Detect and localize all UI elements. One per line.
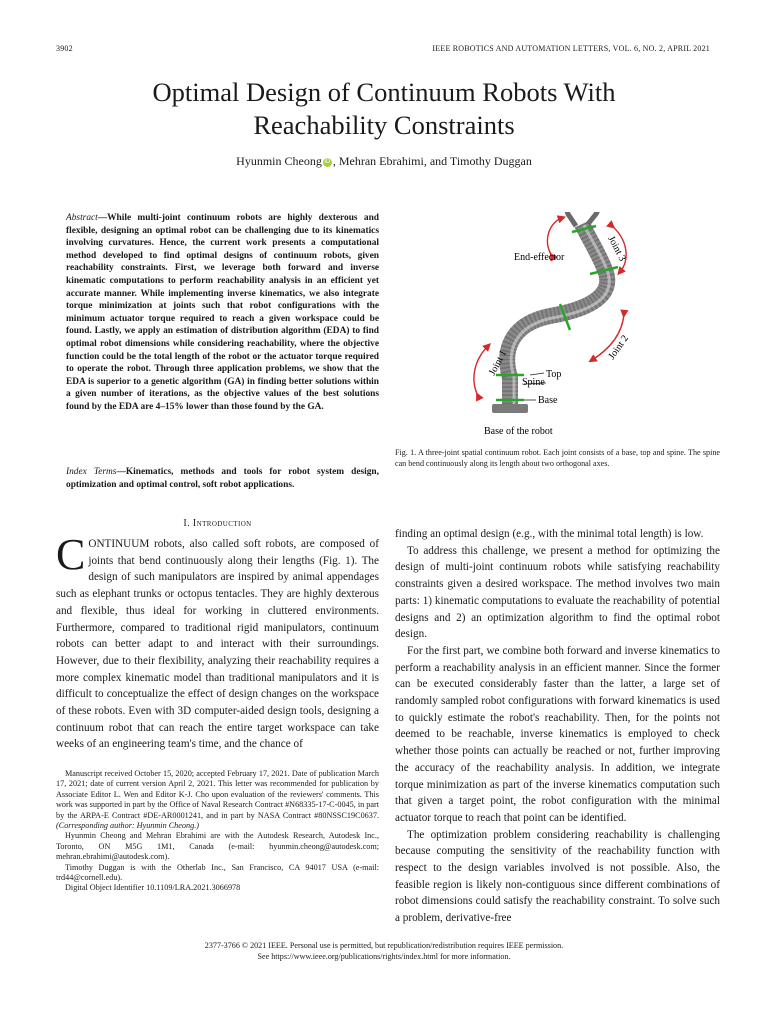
index-terms-text: —Kinematics, methods and tools for robot system design, optimization and optimal control, soft robot applications.: [66, 467, 379, 490]
leader-top: [530, 373, 544, 375]
intro-paragraph-3: For the first part, we combine both forward and inverse kinematics to perform a reachability analysis in an efficient manner. Since the former can be executed considerably faster than the latter, a large set of randomly sampled robot configurations with forward kinematics is used to quickly estimate the robot's reachability. Then, for the points not deemed to be reachable, inverse kinematics is employed to check whether those points can actually be reached or not, further improving the accuracy of the reachability analysis. In addition, we integrate torque minimization as part of the inverse kinematics computation such that given a target point, the robot configuration with the minimal actuator torque to reach that point can be identified.: [395, 644, 720, 824]
paper-title: [40, 76, 728, 142]
arrow-joint1: [474, 346, 488, 396]
label-spine: Spine: [522, 377, 545, 388]
label-base: Base: [538, 395, 558, 406]
gripper-right: [588, 212, 599, 224]
copyright-notice: [40, 941, 728, 962]
label-joint2: Joint 2: [606, 333, 631, 362]
abstract-text: —While multi-joint continuum robots are highly dexterous and flexible, designing an optimal robot can be challenging due to its kinematics involving curvatures. Hence, the current work presents a computational method developed to find optimal designs of continuum robots, given reachability constraints. First, we leverage both forward and inverse kinematic computations to perform reachability analysis in an efficient yet accurate manner. While implementing inverse kinematics, we also integrate torque minimization at joints such that robot configurations with the minimum actuator torque required to reach a given workspace could be found. Lastly, we apply an estimation of distribution algorithm (EDA) to find optimal robot dimensions while considering reachability, where the objective function could be the total length of the robot or the actuator torque required to operate the robot. Through three application problems, we show that the EDA is superior to a genetic algorithm (GA) in finding better solutions within a given number of iterations, as the objective values of the best solutions found by the EDA are 4–15% lower than those found by the GA.: [66, 213, 379, 412]
orcid-icon[interactable]: iD: [324, 159, 331, 165]
intro-left-column: [56, 530, 379, 753]
index-terms-lead: Index Terms: [66, 467, 117, 477]
author-list: [40, 154, 728, 169]
footnote-doi: Digital Object Identifier 10.1109/LRA.2021.3066978: [65, 883, 241, 893]
title-line-2: Reachability Constraints: [253, 110, 515, 140]
footnote-corresponding: (Corresponding author: Hyunmin Cheong.): [56, 821, 199, 831]
section-heading: [56, 518, 379, 529]
footnote-affiliation-1: Hyunmin Cheong and Mehran Ebrahimi are with the Autodesk Research, Autodesk Inc., Toronto, ON M5G 1M1, Canada (e-mail: hyunmin.cheong@autodesk.com; mehran.ebrahimi@autodesk.com).: [56, 831, 379, 862]
intro-p1-continued: finding an optimal design (e.g., with the minimal total length) is low.: [395, 528, 704, 540]
label-joint3: Joint 3: [605, 234, 628, 264]
copyright-line-1: 2377-3766 © 2021 IEEE. Personal use is permitted, but republication/redistribution requires IEEE permission.: [204, 941, 564, 950]
robot-illustration: [400, 212, 720, 442]
title-line-1: Optimal Design of Continuum Robots With: [152, 77, 616, 107]
intro-right-column: [395, 526, 720, 927]
page-number: 3902: [56, 44, 73, 53]
abstract-lead: Abstract: [66, 213, 98, 223]
journal-header: IEEE ROBOTICS AND AUTOMATION LETTERS, VOL. 6, NO. 2, APRIL 2021: [432, 44, 710, 53]
intro-paragraph-4: The optimization problem considering reachability is challenging because computing the sensitivity of the reachability function with respect to the design variables involved is not possible. Also, the feasible region is likely non-contiguous since different combinations of robot dimensions could satisfy the reachability constraint. To solve such a problem, derivative-free: [395, 828, 720, 925]
arrow-end-effector: [547, 218, 562, 256]
index-terms: [66, 466, 379, 491]
base-plate: [492, 404, 528, 413]
label-joint1: Joint 1: [486, 348, 510, 378]
figure-caption: Fig. 1. A three-joint spatial continuum robot. Each joint consists of a base, top and spine. The spine can bend continuously along its length about two orthogonal axes.: [395, 448, 720, 468]
footnote-affiliation-2: Timothy Duggan is with the Otherlab Inc., San Francisco, CA 94017 USA (e-mail: trd44@cornell.edu).: [56, 862, 379, 883]
intro-paragraph-2: To address this challenge, we present a method for optimizing the design of multi-joint continuum robots while satisfying reachability constraints given a desired workspace. The method involves two main parts: 1) kinematic computations to evaluate the reachability of potential designs and 2) an optimization algorithm to find the optimal robot design.: [395, 544, 720, 641]
dropcap: C: [56, 530, 86, 579]
author-rest: , Mehran Ebrahimi, and Timothy Duggan: [332, 154, 532, 168]
abstract: [66, 212, 379, 414]
gripper-left: [566, 212, 576, 226]
label-base-of-robot: Base of the robot: [484, 426, 553, 437]
author-first: Hyunmin Cheong: [236, 154, 322, 168]
footnotes: [56, 769, 379, 894]
figure-1: [400, 212, 720, 442]
intro-p1-text: ONTINUUM robots, also called soft robots, are composed of joints that bend continuously along their lengths (Fig. 1). The design of such manipulators are inspired by animal appendages such as elephant trunks or octopus tentacles. They are highly dexterous and flexible, thus ideal for working in cluttered environments. Furthermore, compared to traditional rigid manipulators, continuum robots can better adapt to and interact with their surroundings. However, due to their flexibility, analyzing their reachability requires a more complex kinematic model than traditional manipulators and it is difficult to conceptualize the effect of design changes on the workspace of these robots. Even with 3D computer-aided design tools, designing a continuum robot that can reach the entire target workspace can take weeks of an engineering team's time, and the chance of: [56, 538, 379, 751]
footnote-received: Manuscript received October 15, 2020; accepted February 17, 2021. Date of publication March 17, 2021; date of current version April 2, 2021. This letter was recommended for publication by Associate Editor L. Wen and Editor K-J. Cho upon evaluation of the reviewers' comments. This work was supported in part by the Office of Naval Research Contract #N68335-17-C-0045, in part by the ARPA-E Contract #DE-AR0001241, and in part by NASA Contract #80NSSC19C0637. (Corresponding author: Hyunmin Cheong.): [56, 769, 379, 831]
label-top: Top: [546, 369, 562, 380]
intro-paragraph-1: [56, 530, 379, 753]
section-title: Introduction: [192, 518, 252, 529]
label-end-effector: End-effector: [514, 252, 565, 263]
section-numeral: I.: [183, 518, 193, 529]
copyright-line-2[interactable]: See https://www.ieee.org/publications/rights/index.html for more information.: [257, 951, 511, 961]
